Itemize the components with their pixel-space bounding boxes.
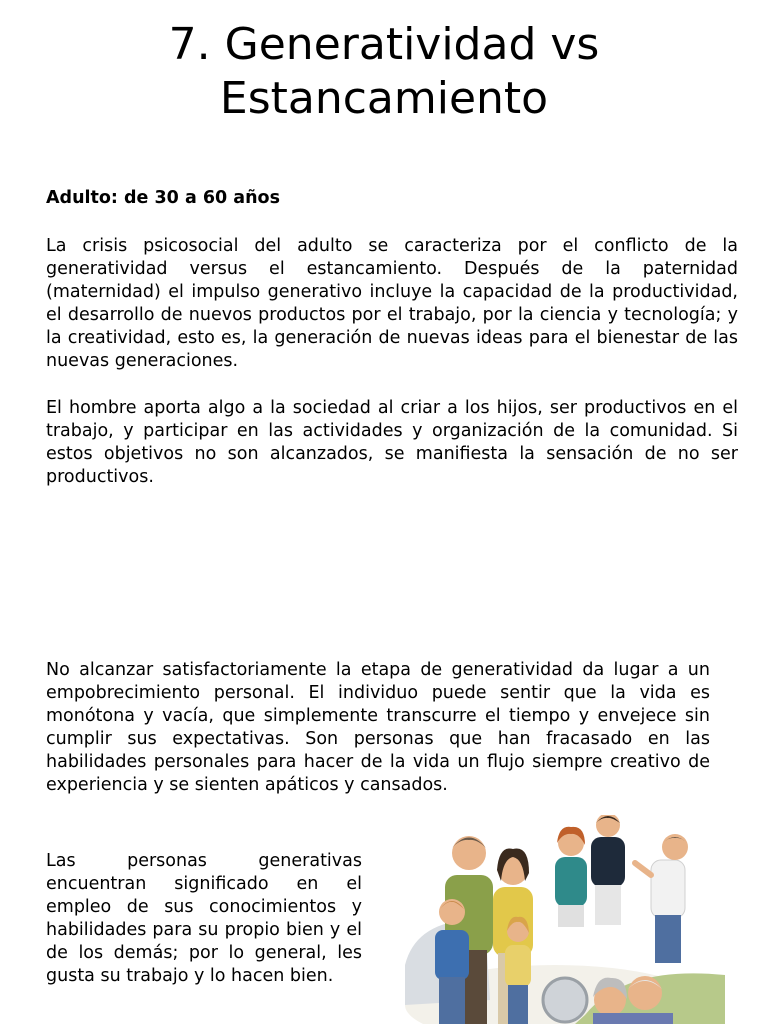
pointing-man-jeans: [655, 915, 681, 963]
boy-jeans: [439, 977, 465, 1024]
age-range-heading: Adulto: de 30 a 60 años: [46, 188, 280, 208]
elderly-clothes: [593, 1013, 673, 1024]
girl-shirt: [505, 945, 531, 987]
family-people-illustration: [405, 815, 725, 1024]
young-man-head: [596, 815, 620, 837]
paragraph-generative-people: Las personas generativas encuentran significado en el empleo de sus conocimientos y habilidades para su propio bien y el de los demás; por lo general, les gusta su trabajo y lo hacen bien.: [46, 851, 362, 986]
boy-shirt: [435, 930, 469, 980]
pointing-man-shirt: [651, 860, 685, 918]
young-man-shirt: [591, 837, 625, 887]
elderly-man-head: [628, 976, 662, 1010]
father-head: [452, 836, 486, 870]
girl-jeans: [508, 985, 528, 1024]
slide-title-line-1: 7. Generatividad vs: [168, 19, 600, 70]
slide-title-line-2: Estancamiento: [219, 73, 549, 124]
young-man-pants: [595, 885, 621, 925]
paragraph-stagnation: No alcanzar satisfactoriamente la etapa de generatividad da lugar a un empobrecimiento personal. El individuo puede sentir que la vida es monótona y vacía, que simplemente transcurre el tiempo y envejece sin cumplir sus expectativas. Son personas que han fracasado en las habilidades personales para hacer de la vida un flujo siempre creativo de experiencia y se sienten apáticos y cansados.: [46, 660, 710, 795]
boy-head: [439, 899, 465, 925]
slide-title: [0, 18, 768, 126]
redhead-pants: [558, 905, 584, 927]
pointing-arm: [635, 863, 651, 875]
paragraph-contribution: El hombre aporta algo a la sociedad al criar a los hijos, ser productivos en el trabajo, y participar en las actividades y organización de la comunidad. Si estos objetivos no son alcanzados, se manifiesta la sensación de no ser productivos.: [46, 398, 738, 487]
family-people-icon: [405, 815, 725, 1024]
car-wheel: [543, 978, 587, 1022]
paragraph-crisis: La crisis psicosocial del adulto se caracteriza por el conflicto de la generatividad versus el estancamiento. Después de la paternidad (maternidad) el impulso generativo incluye la capacidad de la productividad, el desarrollo de nuevos productos por el trabajo, por la ciencia y tecnología; y la creatividad, esto es, la generación de nuevas ideas para el bienestar de las nuevas generaciones.: [46, 236, 738, 371]
redhead-top: [555, 857, 587, 907]
